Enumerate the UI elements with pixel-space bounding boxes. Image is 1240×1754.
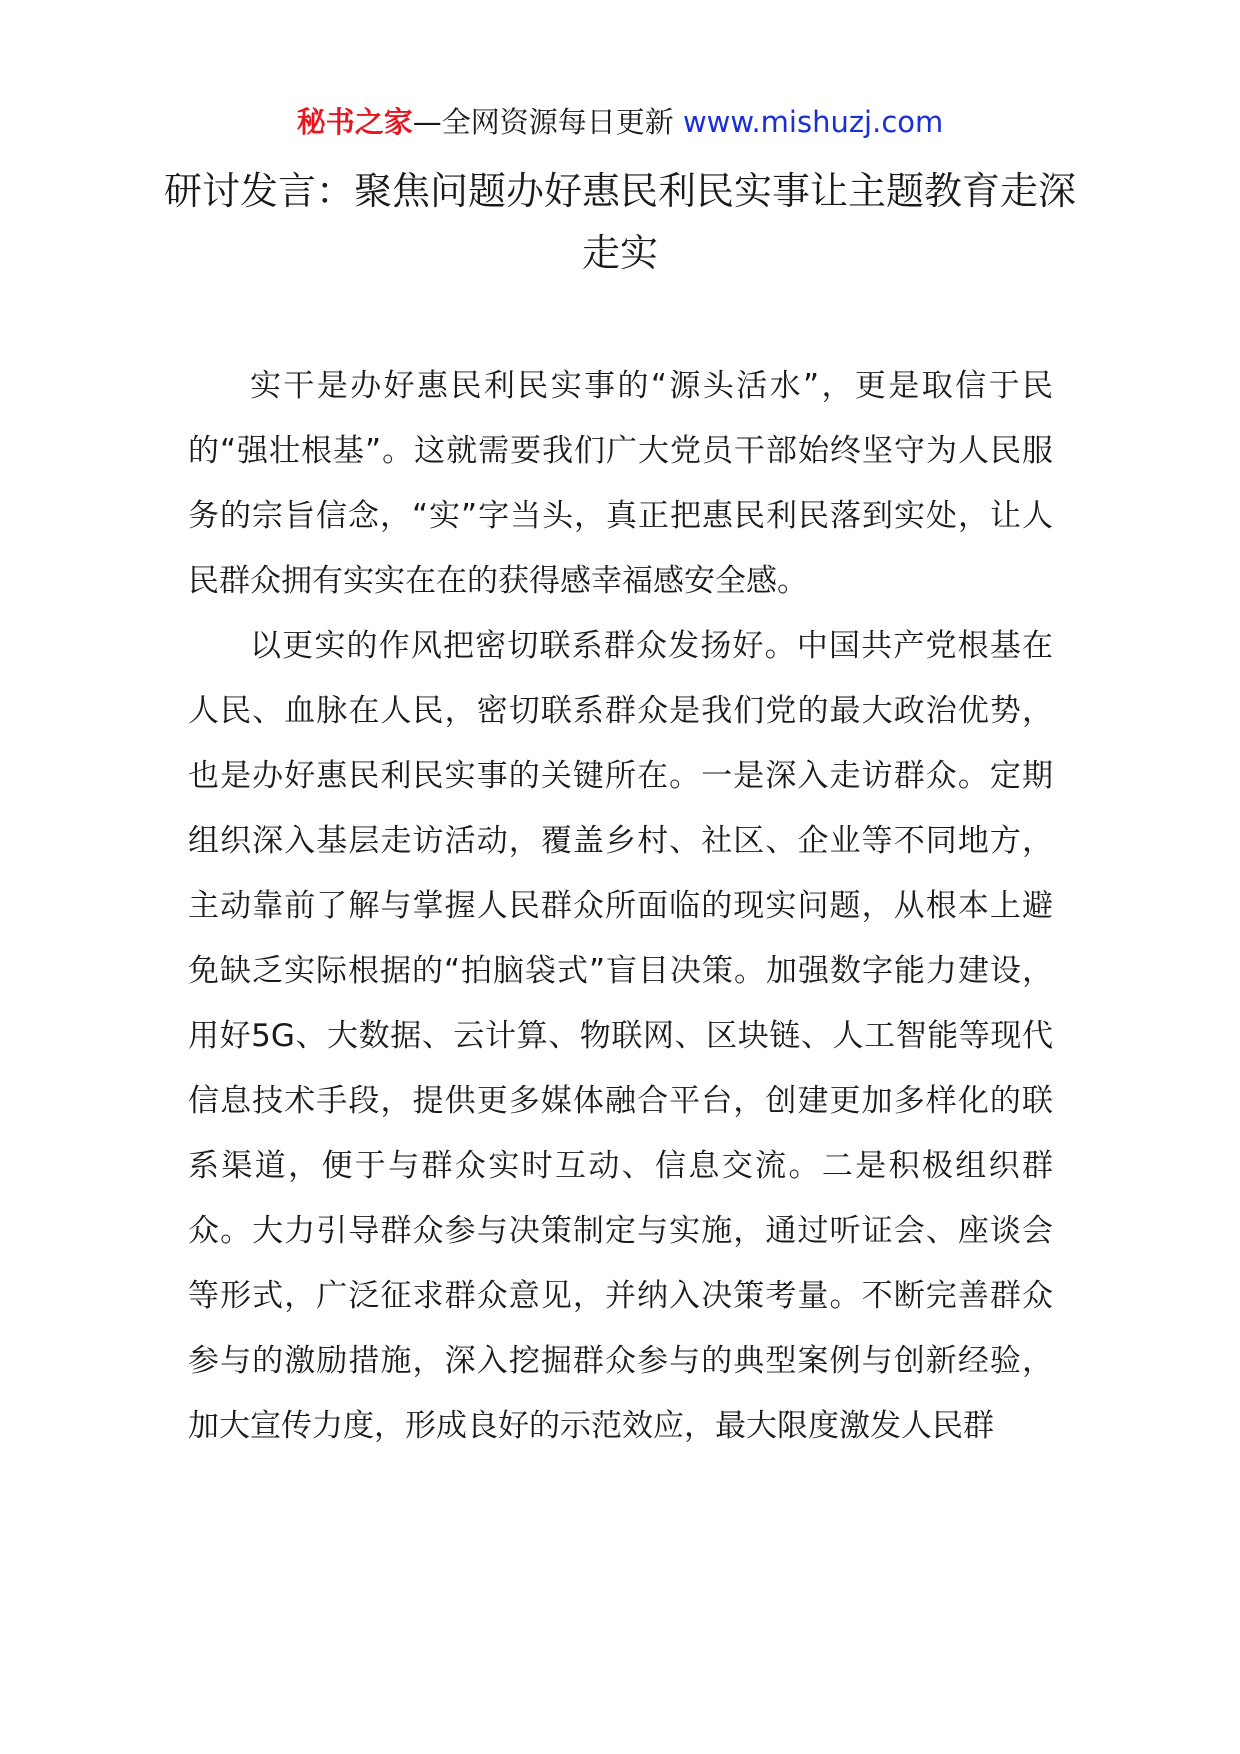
site-tagline: —全网资源每日更新 <box>412 105 674 139</box>
document-body <box>188 354 1053 1459</box>
site-brand: 秘书之家 <box>296 105 413 139</box>
site-url-link[interactable]: www.mishuzj.com <box>682 105 944 139</box>
site-header <box>0 100 1240 144</box>
paragraph: 以更实的作风把密切联系群众发扬好。中国共产党根基在人民、血脉在人民，密切联系群众是我们党的最大政治优势，也是办好惠民利民实事的关键所在。一是深入走访群众。定期组织深入基层走访活动，覆盖乡村、社区、企业等不同地方，主动靠前了解与掌握人民群众所面临的现实问题，从根本上避免缺乏实际根据的“拍脑袋式”盲目决策。加强数字能力建设，用好5G、大数据、云计算、物联网、区块链、人工智能等现代信息技术手段，提供更多媒体融合平台，创建更加多样化的联系渠道，便于与群众实时互动、信息交流。二是积极组织群众。大力引导群众参与决策制定与实施，通过听证会、座谈会等形式，广泛征求群众意见，并纳入决策考量。不断完善群众参与的激励措施，深入挖掘群众参与的典型案例与创新经验，加大宣传力度，形成良好的示范效应，最大限度激发人民群 <box>188 628 1053 1444</box>
document-title: 研讨发言：聚焦问题办好惠民利民实事让主题教育走深走实 <box>163 169 1076 275</box>
paragraph: 实干是办好惠民利民实事的“源头活水”，更是取信于民的“强壮根基”。这就需要我们广大党员干部始终坚守为人民服务的宗旨信念，“实”字当头，真正把惠民利民落到实处，让人民群众拥有实实在在的获得感幸福感安全感。 <box>188 368 1053 599</box>
